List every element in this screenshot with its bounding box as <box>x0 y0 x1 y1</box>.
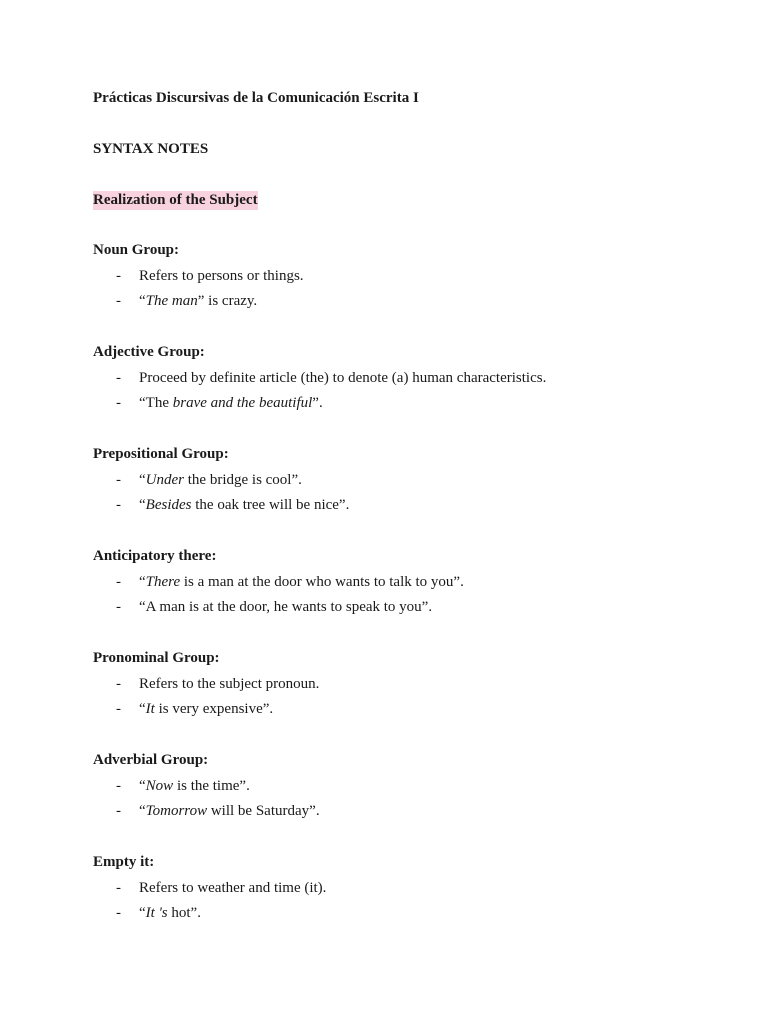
bullet-dash: - <box>116 676 121 692</box>
bullet-text-part: “ <box>139 497 146 513</box>
section-heading: Adverbial Group: <box>93 752 209 768</box>
bullet-dash: - <box>116 395 121 411</box>
bullet-text <box>139 368 546 388</box>
bullet-dash: - <box>116 880 121 896</box>
course-title: Prácticas Discursivas de la Comunicación Escrita I <box>93 90 419 106</box>
bullet-text-italic: It <box>145 701 155 717</box>
bullet-text-part: “A man is at the door, he wants to speak to you”. <box>139 599 433 615</box>
bullet-text-part: Proceed by definite article (the) to denote (a) human characteristics. <box>139 370 547 386</box>
bullet-dash: - <box>116 268 121 284</box>
bullet-text <box>139 597 432 617</box>
bullet-text-part: ”. <box>312 395 323 411</box>
bullet-dash: - <box>116 905 121 921</box>
bullet-text-part: the oak tree will be nice”. <box>191 497 350 513</box>
bullet-text-part: “ <box>139 293 146 309</box>
bullet-text-part: “ <box>139 574 146 590</box>
bullet-text-part: hot”. <box>167 905 201 921</box>
section-heading: Prepositional Group: <box>93 446 229 462</box>
notes-title: SYNTAX NOTES <box>93 141 209 157</box>
bullet-text-part: Refers to weather and time (it). <box>139 880 327 896</box>
bullet-text-part: Refers to persons or things. <box>139 268 304 284</box>
bullet-dash: - <box>116 599 121 615</box>
section-heading: Anticipatory there: <box>93 548 217 564</box>
topic-title-highlight: Realization of the Subject <box>93 192 258 208</box>
bullet-text-italic: brave and the beautiful <box>172 395 313 411</box>
bullet-dash: - <box>116 497 121 513</box>
section-heading: Pronominal Group: <box>93 650 220 666</box>
section-heading: Adjective Group: <box>93 344 205 360</box>
bullet-text-part: “ <box>139 803 146 819</box>
section-heading: Empty it: <box>93 854 155 870</box>
bullet-text <box>139 291 257 311</box>
bullet-dash: - <box>116 472 121 488</box>
bullet-text <box>139 776 250 796</box>
bullet-dash: - <box>116 574 121 590</box>
bullet-dash: - <box>116 293 121 309</box>
bullet-text-italic: The man <box>145 293 198 309</box>
bullet-text <box>139 572 464 592</box>
bullet-text <box>139 266 304 286</box>
bullet-text-part: ” is crazy. <box>197 293 258 309</box>
bullet-dash: - <box>116 803 121 819</box>
bullet-text <box>139 878 326 898</box>
topic-title <box>93 190 258 210</box>
section-heading: Noun Group: <box>93 242 180 258</box>
bullet-text-italic: Tomorrow <box>145 803 208 819</box>
bullet-dash: - <box>116 701 121 717</box>
bullet-text <box>139 470 302 490</box>
bullet-text-italic: Now <box>145 778 174 794</box>
bullet-text-part: “ <box>139 905 146 921</box>
bullet-text-part: is a man at the door who wants to talk to you”. <box>180 574 464 590</box>
bullet-text-italic: It 's <box>145 905 168 921</box>
bullet-text-part: the bridge is cool”. <box>184 472 302 488</box>
bullet-text <box>139 495 349 515</box>
bullet-text-part: is the time”. <box>173 778 250 794</box>
bullet-text <box>139 903 201 923</box>
bullet-text-part: is very expensive”. <box>154 701 274 717</box>
bullet-dash: - <box>116 778 121 794</box>
bullet-text-italic: Under <box>145 472 184 488</box>
bullet-text-part: will be Saturday”. <box>207 803 320 819</box>
bullet-text-italic: There <box>145 574 181 590</box>
bullet-text <box>139 393 323 413</box>
bullet-text-part: “ <box>139 778 146 794</box>
bullet-text-part: “ <box>139 701 146 717</box>
bullet-dash: - <box>116 370 121 386</box>
bullet-text <box>139 699 273 719</box>
bullet-text-italic: Besides <box>145 497 192 513</box>
bullet-text-part: “ <box>139 472 146 488</box>
bullet-text-part: “The <box>139 395 173 411</box>
bullet-text-part: Refers to the subject pronoun. <box>139 676 320 692</box>
bullet-text <box>139 674 319 694</box>
bullet-text <box>139 801 320 821</box>
